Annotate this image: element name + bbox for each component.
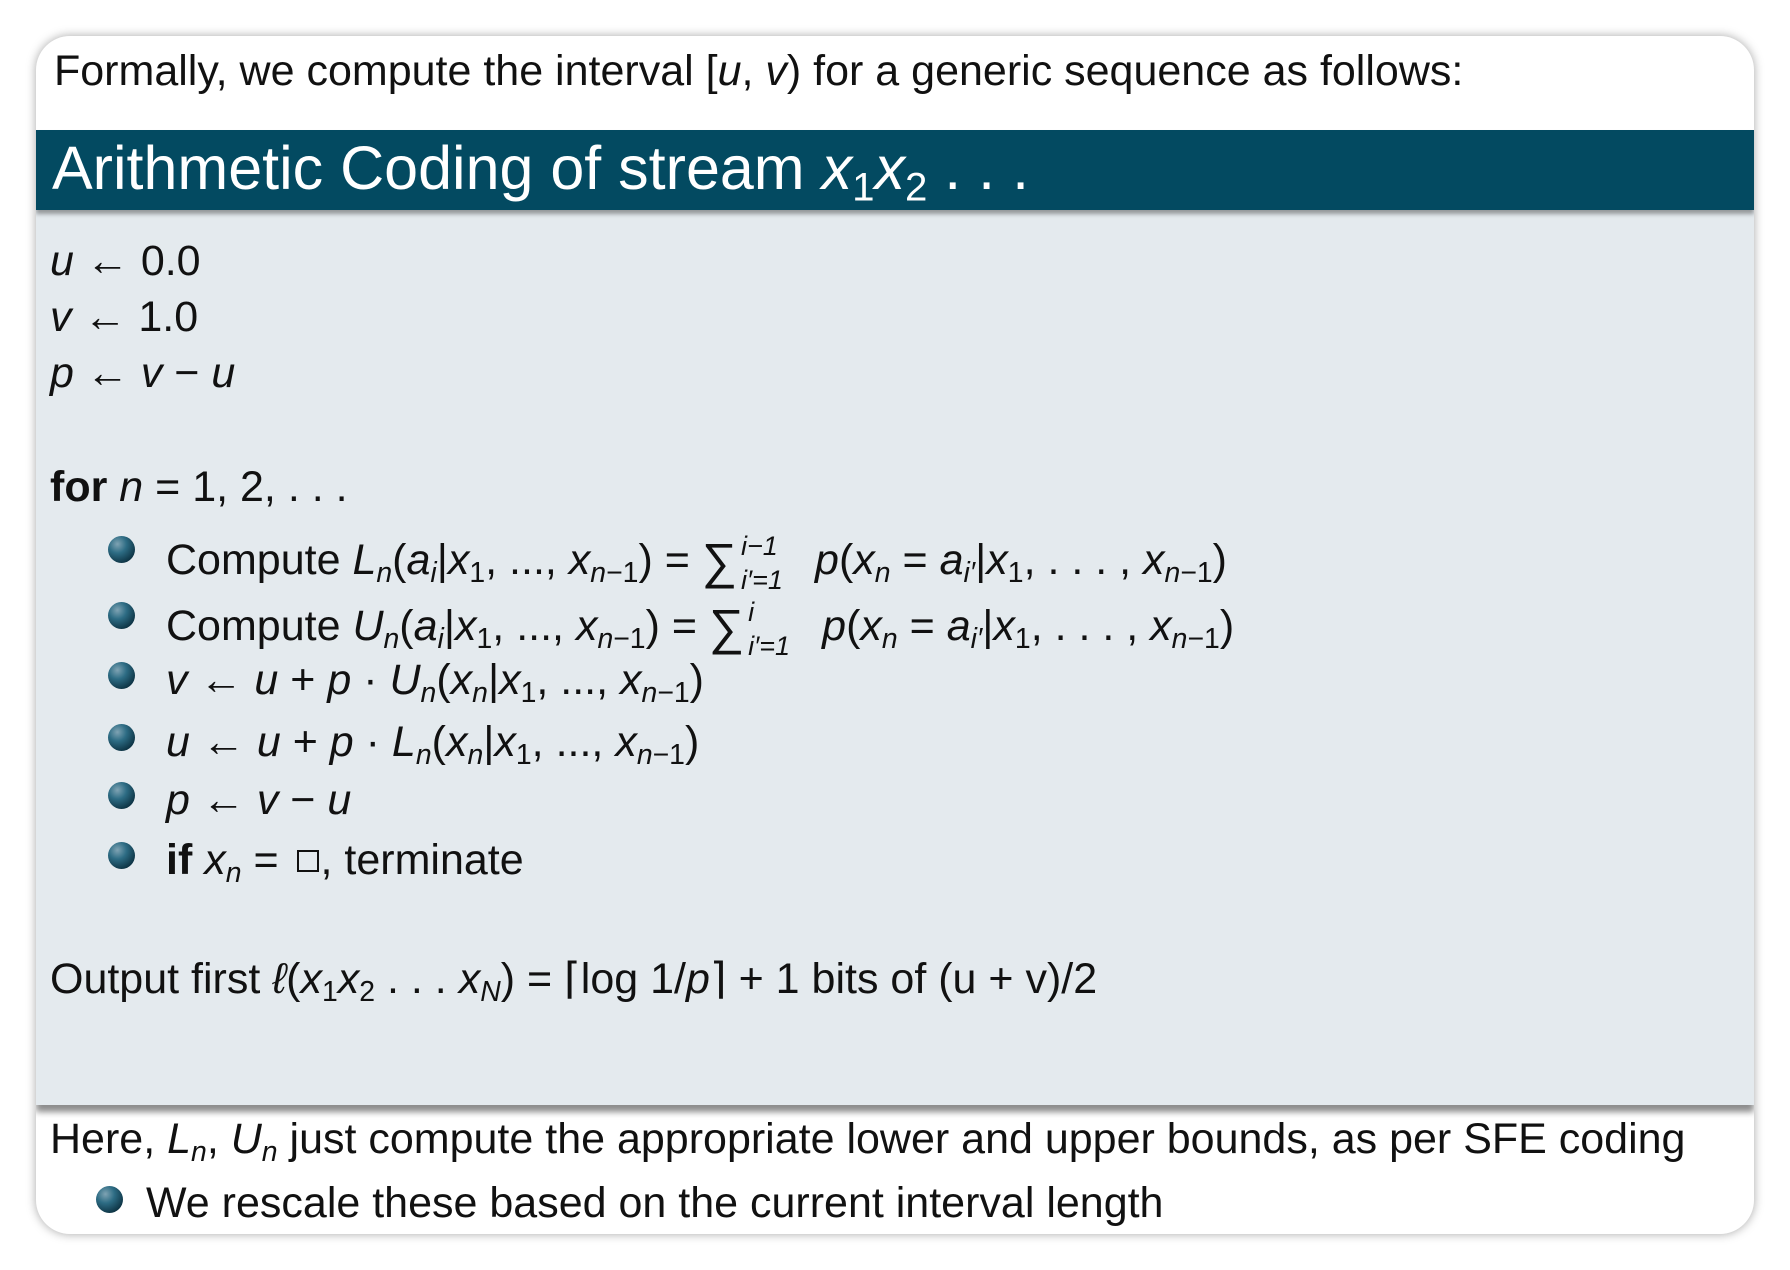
slide	[36, 36, 1754, 1234]
bullet-icon	[108, 782, 135, 809]
init-v: v ← 1.0	[50, 293, 199, 341]
init-p: p ← v − u	[50, 349, 236, 397]
block-title-math: $x_1x_2$ . . .	[821, 134, 1030, 210]
bullet-icon	[108, 662, 135, 689]
footer-line: Here, $L_n$, $U_n$ just compute the appropriate lower and upper bounds, as per SFE coding	[50, 1115, 1686, 1168]
bullet-icon	[108, 602, 135, 629]
block-header	[36, 130, 1754, 210]
step-terminate: if $x_n$ = , terminate	[166, 836, 524, 889]
bullet-icon	[108, 724, 135, 751]
empty-symbol-icon	[297, 850, 319, 872]
init-u: u ← 0.0	[50, 237, 201, 285]
bullet-icon	[108, 536, 135, 563]
block-title: Arithmetic Coding of stream $x_1x_2$ . . .	[52, 134, 1030, 210]
block-body	[36, 210, 1754, 1105]
bullet-icon	[108, 842, 135, 869]
step-update-v: v ← $u + p \cdot U_n(x_n|x_1$, ..., $x_{n-1}$)	[166, 656, 704, 709]
output-line: Output first $\ell(x_1x_2$ . . . $x_N$) = ⌈log 1/p⌉ + 1 bits of (u + v)/2	[50, 955, 1098, 1008]
interval-math: [u, v)	[705, 47, 802, 95]
step-compute-upper: Compute $U_n(a_i|x_1$, ..., $x_{n-1}$) = ∑ i i′=1 $p(x_n = a_{i'}|x_1$, . . . , $x_{n-1}$)	[166, 597, 1235, 661]
footer-bullet: We rescale these based on the current interval length	[146, 1179, 1164, 1227]
step-compute-lower: Compute $L_n(a_i|x_1$, ..., $x_{n-1}$) = ∑ i−1 i′=1 $p(x_n = a_{i'}|x_1$, . . . , $x_{n-1}$)	[166, 531, 1227, 595]
bullet-icon	[96, 1186, 123, 1213]
step-update-p: p ← v − u	[166, 776, 352, 824]
intro-text: Formally, we compute the interval [u, v) for a generic sequence as follows:	[54, 47, 1464, 95]
step-update-u: u ← $u + p \cdot L_n(x_n|x_1$, ..., $x_{n-1}$)	[166, 718, 700, 771]
loop-header: for n = 1, 2, . . .	[50, 463, 348, 511]
